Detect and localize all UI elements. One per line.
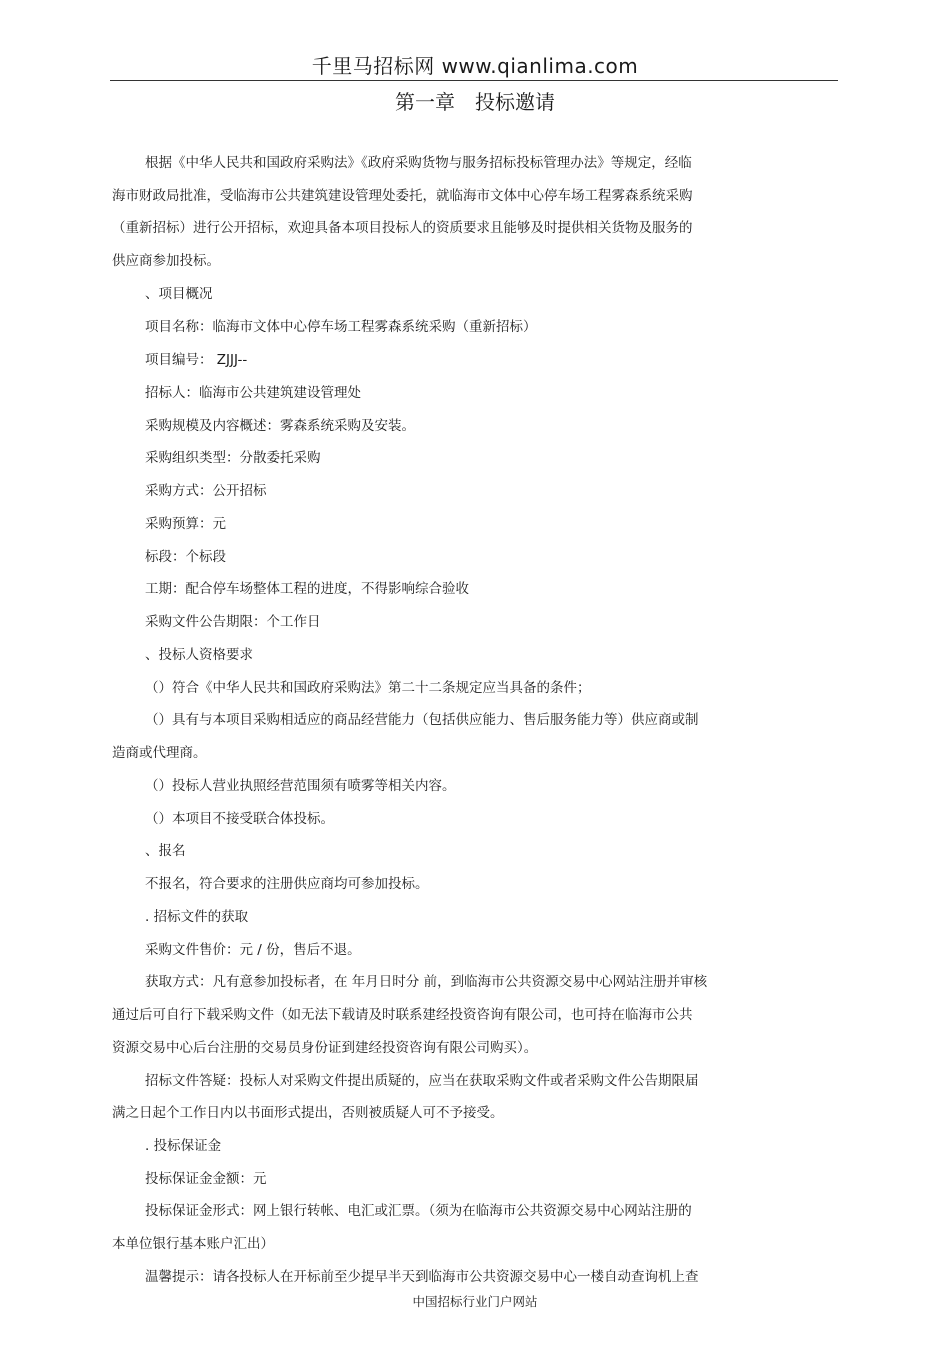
body-line: （）具有与本项目采购相适应的商品经营能力（包括供应能力、售后服务能力等）供应商或制 (145, 712, 699, 728)
page-footer: 中国招标行业门户网站 (412, 1294, 538, 1309)
body-line: 获取方式：凡有意参加投标者，在 年月日时分 前，到临海市公共资源交易中心网站注册并审核 (145, 974, 708, 990)
body-line: 采购文件公告期限：个工作日 (145, 614, 321, 630)
body-line: 项目编号： ZJJJ-- (145, 352, 248, 368)
body-line: （）符合《中华人民共和国政府采购法》第二十二条规定应当具备的条件； (145, 680, 591, 696)
chapter-heading (0, 86, 950, 115)
body-line: . 招标文件的获取 (145, 909, 249, 925)
body-line: 造商或代理商。 (112, 745, 207, 761)
body-line: 采购规模及内容概述：雾森系统采购及安装。 (145, 418, 415, 434)
site-header-title: 千里马招标网 www.qianlima.com (311, 54, 639, 78)
body-line: 不报名，符合要求的注册供应商均可参加投标。 (145, 876, 429, 892)
body-line: （）本项目不接受联合体投标。 (145, 811, 334, 827)
body-line: 通过后可自行下载采购文件（如无法下载请及时联系建经投资咨询有限公司，也可持在临海市公共 (112, 1007, 693, 1023)
body-line: 招标人：临海市公共建筑建设管理处 (145, 385, 361, 401)
body-line: 、项目概况 (145, 286, 213, 302)
body-line: 投标保证金金额：元 (145, 1171, 267, 1187)
body-line: 、报名 (145, 843, 186, 859)
body-line: 资源交易中心后台注册的交易员身份证到建经投资咨询有限公司购买）。 (112, 1040, 538, 1056)
body-line: 本单位银行基本账户汇出） (112, 1236, 274, 1252)
body-line: 投标保证金形式：网上银行转帐、电汇或汇票。（须为在临海市公共资源交易中心网站注册的 (145, 1203, 692, 1219)
body-line: 海市财政局批准，受临海市公共建筑建设管理处委托，就临海市文体中心停车场工程雾森系统采购 (112, 188, 693, 204)
body-line: 满之日起个工作日内以书面形式提出，否则被质疑人可不予接受。 (112, 1105, 504, 1121)
chapter-number: 第一章 (395, 90, 455, 114)
body-line: 采购文件售价：元 / 份，售后不退。 (145, 942, 361, 958)
body-line: 采购方式：公开招标 (145, 483, 267, 499)
body-line: 工期：配合停车场整体工程的进度，不得影响综合验收 (145, 581, 469, 597)
chapter-title: 投标邀请 (475, 90, 555, 114)
body-line: 招标文件答疑：投标人对采购文件提出质疑的，应当在获取采购文件或者采购文件公告期限届 (145, 1073, 699, 1089)
body-line: 供应商参加投标。 (112, 253, 220, 269)
body-line: 采购组织类型：分散委托采购 (145, 450, 321, 466)
body-line: 、投标人资格要求 (145, 647, 253, 663)
body-line: 根据《中华人民共和国政府采购法》《政府采购货物与服务招标投标管理办法》等规定，经临 (145, 155, 692, 171)
body-line: 温馨提示：请各投标人在开标前至少提早半天到临海市公共资源交易中心一楼自动查询机上查 (145, 1269, 699, 1285)
body-line: 采购预算：元 (145, 516, 226, 532)
body-line: （）投标人营业执照经营范围须有喷雾等相关内容。 (145, 778, 456, 794)
body-line: 标段：个标段 (145, 549, 226, 565)
body-line: . 投标保证金 (145, 1138, 222, 1154)
body-line: 项目名称：临海市文体中心停车场工程雾森系统采购（重新招标） (145, 319, 537, 335)
header-divider (110, 80, 838, 81)
body-line: （重新招标）进行公开招标，欢迎具备本项目投标人的资质要求且能够及时提供相关货物及服务的 (112, 220, 693, 236)
